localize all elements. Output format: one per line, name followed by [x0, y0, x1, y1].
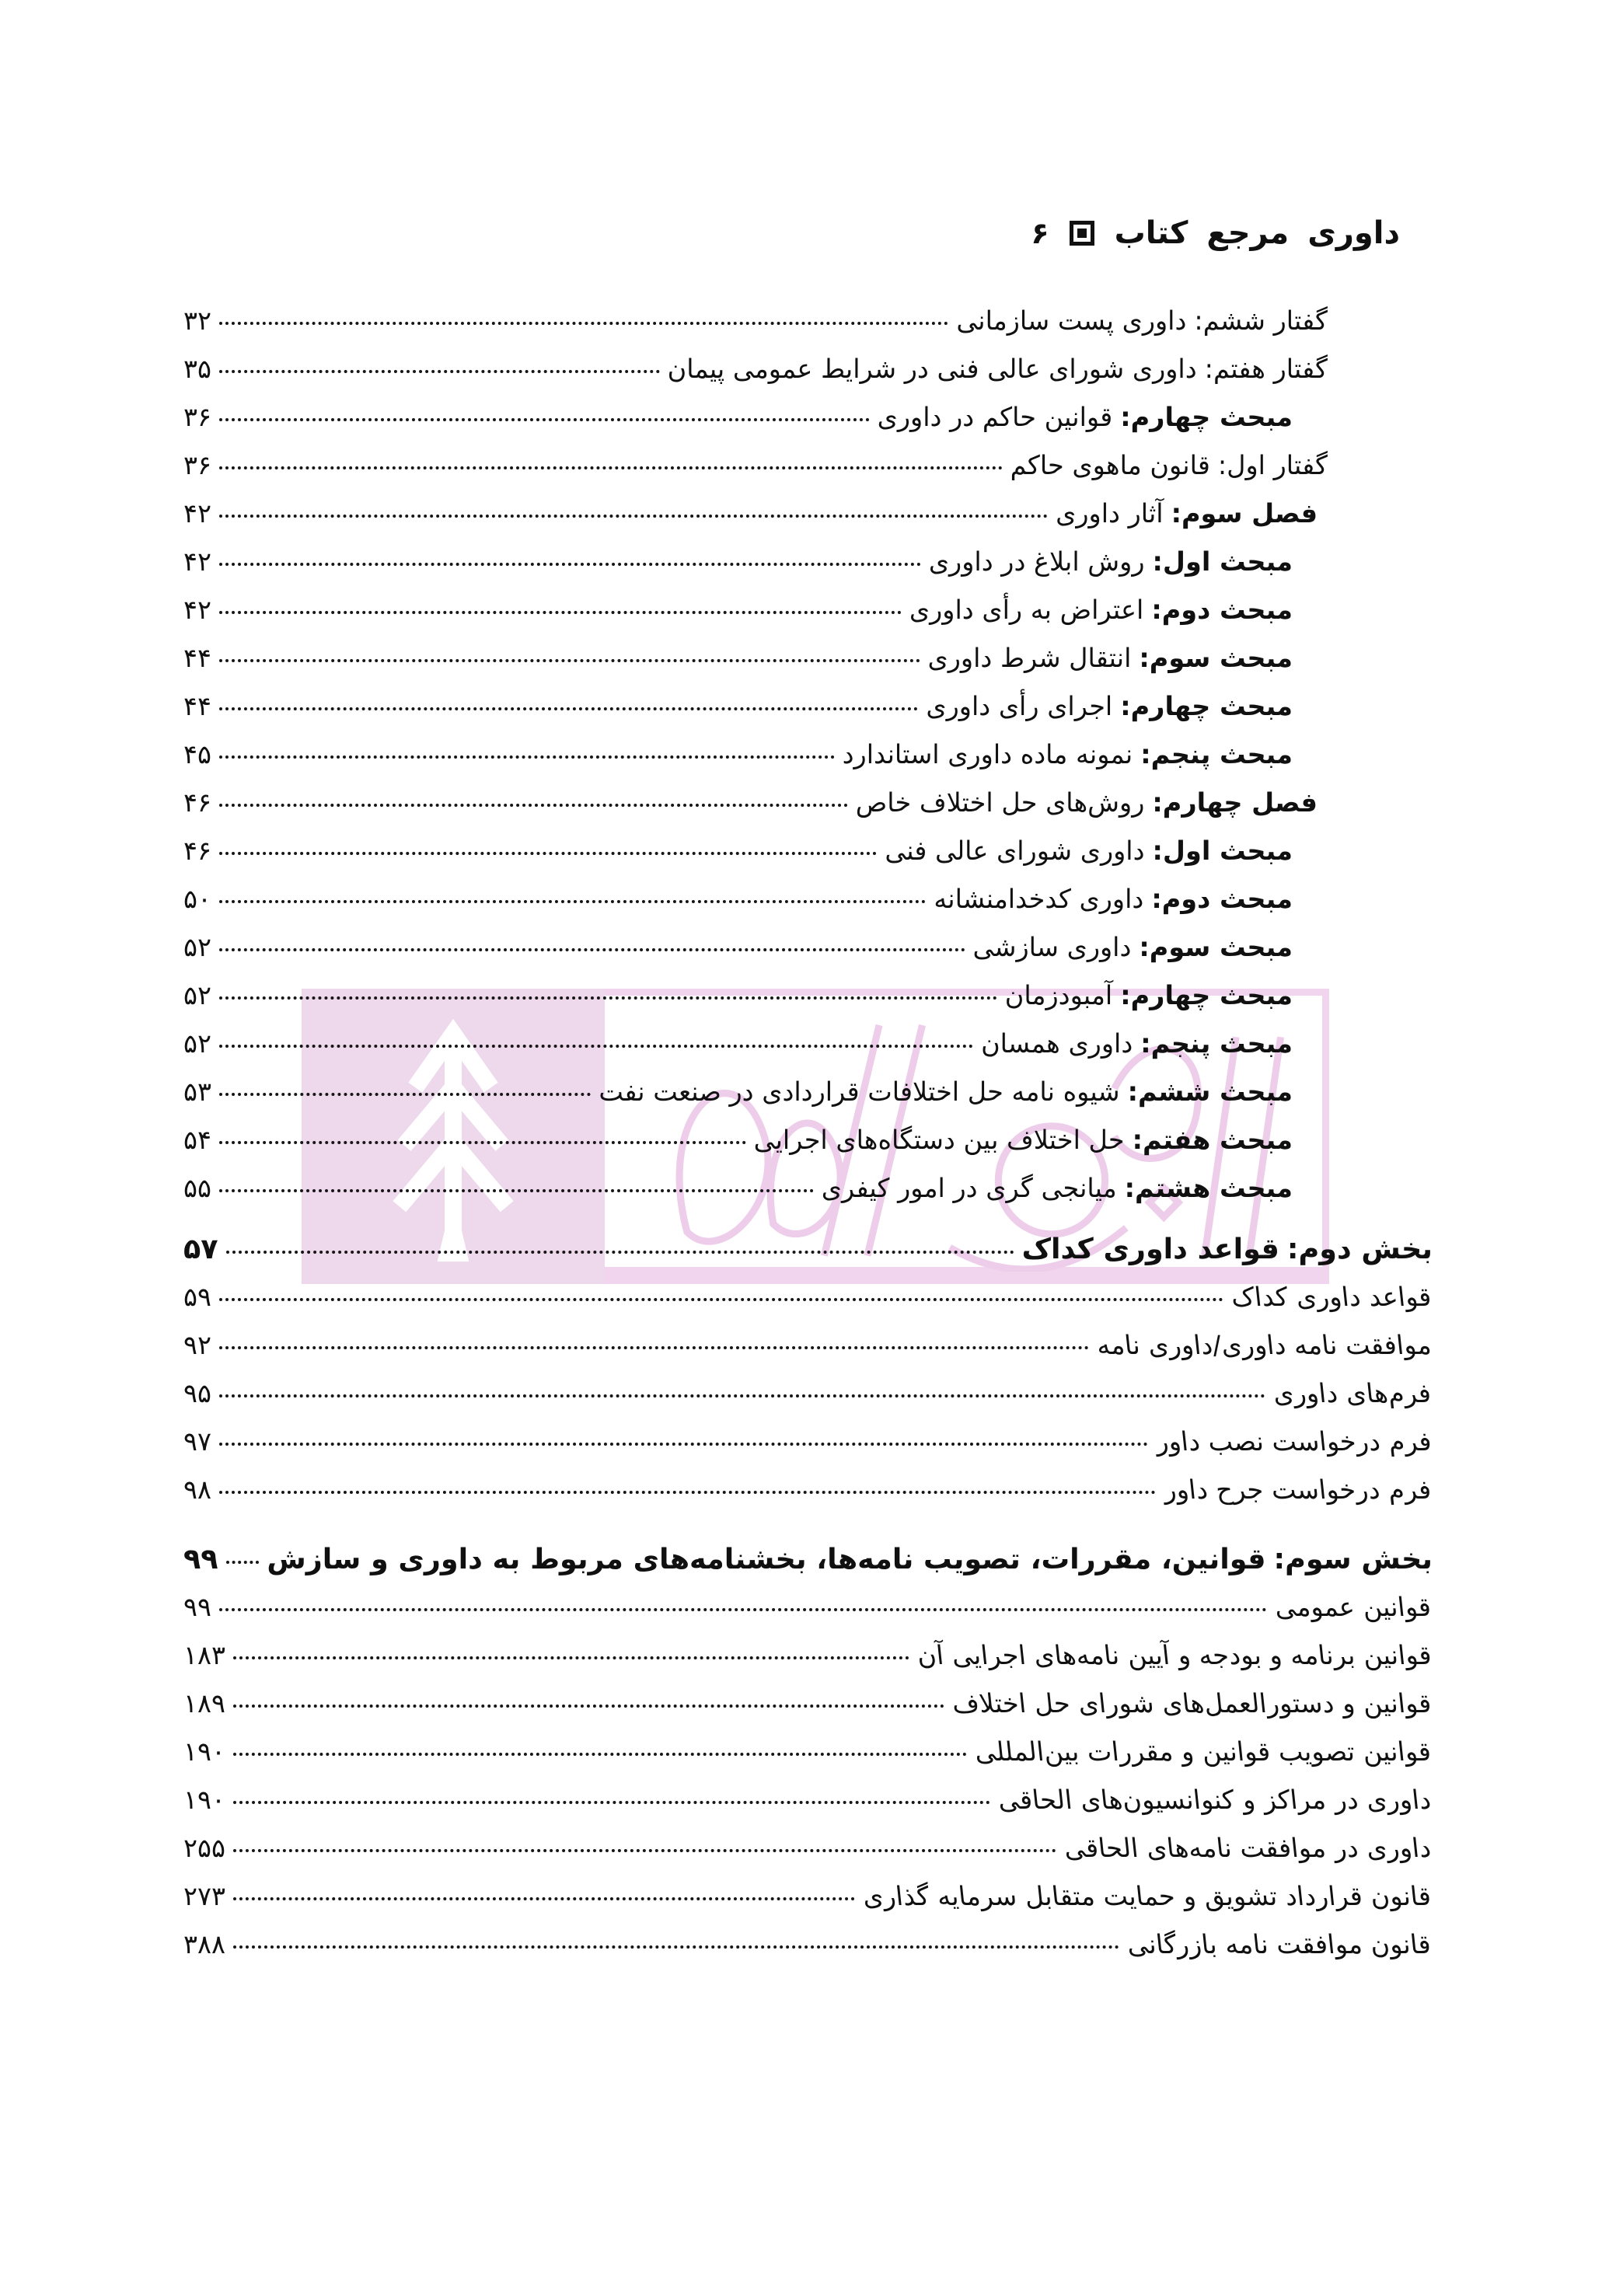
toc-entry-label: گفتار ششم: [1194, 305, 1328, 336]
toc-row [183, 877, 1433, 925]
toc-row [183, 588, 1433, 636]
toc-entry-page-number: ۵۵ [183, 1173, 211, 1203]
page-number: ۶ [1031, 216, 1049, 250]
toc-entry-page-number: ۵۳ [183, 1076, 211, 1107]
toc-entry-page-number: ۴۲ [183, 595, 211, 625]
dotted-leader [219, 1346, 1089, 1349]
dotted-leader [219, 1608, 1267, 1611]
toc-entry-page-number: ۳۵ [183, 354, 211, 384]
dotted-leader [233, 1849, 1056, 1852]
toc-row [183, 1467, 1433, 1516]
toc-entry-page-number: ۹۹ [183, 1542, 218, 1575]
toc-entry-title: داوری شورای عالی فنی [885, 836, 1145, 866]
dotted-leader [219, 996, 997, 1000]
toc-entry-label: مبحث پنجم: [1140, 739, 1293, 769]
toc-entry-page-number: ۳۶ [183, 402, 211, 432]
toc-entry-label: مبحث چهارم: [1120, 980, 1293, 1010]
toc-row [183, 1021, 1433, 1069]
toc-entry-page-number: ۴۵ [183, 739, 211, 769]
toc-row [183, 973, 1433, 1021]
toc-row [183, 1922, 1433, 1970]
toc-entry-title: قواعد داوری کداک [1229, 1282, 1433, 1312]
toc-entry-page-number: ۲۷۳ [183, 1881, 225, 1911]
toc-entry-label: مبحث هشتم: [1124, 1173, 1293, 1203]
toc-entry-label: مبحث ششم: [1127, 1076, 1293, 1107]
toc-row [183, 780, 1433, 829]
dotted-leader [219, 418, 870, 421]
toc-entry-title: داوری کدخدامنشانه [934, 884, 1144, 914]
toc-entry-title: قوانین حاکم در داوری [877, 402, 1113, 432]
toc-entry-page-number: ۱۹۰ [183, 1785, 225, 1815]
dotted-leader [219, 1093, 591, 1096]
dotted-leader [219, 1491, 1156, 1494]
toc-row [183, 1585, 1433, 1633]
toc-entry-title: داوری شورای عالی فنی در شرایط عمومی پیمان [667, 354, 1197, 384]
toc-entry-label: فصل چهارم: [1152, 787, 1318, 818]
toc-entry-label: مبحث اول: [1152, 546, 1293, 577]
toc-entry-label: مبحث هفتم: [1132, 1125, 1293, 1155]
toc-entry-label: بخش دوم: [1286, 1232, 1433, 1265]
dotted-leader [233, 1705, 944, 1708]
toc-entry-page-number: ۹۹ [183, 1592, 211, 1622]
toc-entry-label: مبحث پنجم: [1140, 1028, 1293, 1059]
dotted-leader [219, 322, 948, 325]
toc-row [183, 395, 1433, 443]
dotted-leader [226, 1561, 260, 1564]
toc-entry-page-number: ۵۲ [183, 980, 211, 1010]
book-title-word: مرجع [1206, 215, 1290, 251]
dotted-leader [233, 1801, 990, 1804]
toc-entry-label: گفتار هفتم: [1204, 354, 1328, 384]
toc-entry-title: شیوه نامه حل اختلافات قراردادی در صنعت نفت [599, 1076, 1120, 1107]
toc-entry-title: داوری همسان [981, 1028, 1133, 1059]
toc-entry-page-number: ۳۲ [183, 305, 211, 336]
toc-entry-page-number: ۳۶ [183, 450, 211, 480]
toc-entry-page-number: ۵۲ [183, 932, 211, 962]
toc-entry-title: آثار داوری [1056, 498, 1164, 529]
toc-entry-page-number: ۱۹۰ [183, 1736, 225, 1767]
dotted-leader [219, 659, 920, 662]
toc-entry-title: قانون موافقت نامه بازرگانی [1126, 1929, 1433, 1959]
toc-entry-title: قوانین برنامه و بودجه و آیین نامه‌های اجرایی آن [915, 1640, 1433, 1670]
toc-entry-title: قوانین تصویب قوانین و مقررات بین‌المللی [973, 1736, 1433, 1767]
book-title-word: کتاب [1114, 215, 1188, 251]
toc-entry-title: داوری در موافقت نامه‌های الحاقی [1063, 1833, 1433, 1863]
toc-entry-label: مبحث چهارم: [1120, 402, 1293, 432]
toc-entry-label: بخش سوم: [1273, 1542, 1433, 1575]
dotted-leader [219, 804, 848, 807]
toc-entry-page-number: ۹۷ [183, 1426, 211, 1457]
toc-rows [183, 298, 1433, 1970]
dotted-leader [233, 1656, 909, 1659]
square-bullet-icon [1077, 229, 1087, 238]
toc-entry-page-number: ۹۸ [183, 1474, 211, 1505]
toc-entry-page-number: ۴۴ [183, 691, 211, 721]
toc-row [183, 829, 1433, 877]
toc-entry-title: اعتراض به رأی داوری [909, 595, 1144, 625]
running-head [183, 215, 1433, 252]
dotted-leader [219, 707, 918, 710]
toc-entry-title: قواعد داوری کداک [1021, 1232, 1279, 1265]
toc-entry-label: مبحث سوم: [1139, 932, 1293, 962]
toc-entry-label: مبحث سوم: [1139, 643, 1293, 673]
toc-row [183, 636, 1433, 684]
toc-entry-page-number: ۵۴ [183, 1125, 211, 1155]
toc-entry-label: فصل سوم: [1171, 498, 1318, 529]
toc-entry-label: گفتار اول: [1217, 450, 1328, 480]
toc-entry-title: فرم درخواست نصب داور [1154, 1426, 1433, 1457]
toc-entry-title: روش ابلاغ در داوری [928, 546, 1145, 577]
dotted-leader [219, 900, 926, 903]
toc-entry-label: مبحث اول: [1152, 836, 1293, 866]
toc-entry-title: موافقت نامه داوری/داوری نامه [1094, 1330, 1433, 1360]
toc-entry-page-number: ۴۲ [183, 546, 211, 577]
toc-row [183, 732, 1433, 780]
dotted-leader [219, 1189, 814, 1192]
toc-entry-title: آمبودزمان [1004, 980, 1113, 1010]
toc-row [183, 1118, 1433, 1166]
toc-row [183, 1633, 1433, 1681]
toc-row [183, 1323, 1433, 1371]
toc-entry-page-number: ۹۲ [183, 1330, 211, 1360]
toc-entry-title: فرم‌های داوری [1272, 1378, 1433, 1408]
toc-row [183, 1227, 1433, 1275]
toc-row [183, 925, 1433, 973]
toc-entry-title: نمونه ماده داوری استاندارد [842, 739, 1133, 769]
toc-entry-page-number: ۵۷ [183, 1232, 218, 1265]
dotted-leader [219, 466, 1003, 469]
dotted-leader [219, 948, 965, 951]
toc-row [183, 1166, 1433, 1214]
toc-row [183, 684, 1433, 732]
dotted-leader [226, 1251, 1014, 1254]
toc-entry-title: قانون قرارداد تشویق و حمایت متقابل سرمایه گذاری [861, 1881, 1433, 1911]
dotted-leader [219, 852, 877, 855]
toc-entry-title: فرم درخواست جرح داور [1161, 1474, 1433, 1505]
toc-entry-label: مبحث دوم: [1151, 595, 1293, 625]
toc-entry-page-number: ۹۵ [183, 1378, 211, 1408]
book-title-word: داوری [1307, 215, 1400, 251]
toc-entry-title: داوری در مراکز و کنوانسیون‌های الحاقی [996, 1785, 1433, 1815]
toc-entry-page-number: ۵۰ [183, 884, 211, 914]
toc-row [183, 491, 1433, 539]
toc-row [183, 1874, 1433, 1922]
toc-row [183, 1069, 1433, 1118]
toc-entry-title: اجرای رأی داوری [926, 691, 1113, 721]
dotted-leader [219, 1298, 1223, 1301]
dotted-leader [219, 1394, 1265, 1397]
toc-row [183, 539, 1433, 588]
toc-entry-title: قانون ماهوی حاکم [1010, 450, 1210, 480]
dotted-leader [219, 611, 902, 614]
toc-row [183, 1275, 1433, 1323]
toc-entry-page-number: ۱۸۳ [183, 1640, 225, 1670]
dotted-leader [219, 1443, 1148, 1446]
toc-entry-page-number: ۵۲ [183, 1028, 211, 1059]
toc-entry-title: حل اختلاف بین دستگاه‌های اجرایی [753, 1125, 1125, 1155]
toc-entry-title: داوری پست سازمانی [956, 305, 1187, 336]
toc-entry-title: روش‌های حل اختلاف خاص [855, 787, 1145, 818]
toc-entry-page-number: ۴۶ [183, 787, 211, 818]
toc-entry-page-number: ۳۸۸ [183, 1929, 225, 1959]
toc-entry-page-number: ۴۶ [183, 836, 211, 866]
dotted-leader [219, 515, 1048, 518]
toc-row [183, 1778, 1433, 1826]
toc-row [183, 347, 1433, 395]
toc-row [183, 1537, 1433, 1585]
dotted-leader [219, 755, 835, 759]
toc-entry-title: قوانین عمومی [1273, 1592, 1433, 1622]
toc-entry-label: مبحث چهارم: [1120, 691, 1293, 721]
toc-row [183, 1419, 1433, 1467]
toc-row [183, 1371, 1433, 1419]
dotted-leader [219, 370, 660, 373]
toc-entry-title: انتقال شرط داوری [927, 643, 1132, 673]
toc-entry-title: میانجی گری در امور کیفری [821, 1173, 1117, 1203]
toc-entry-page-number: ۴۴ [183, 643, 211, 673]
toc-row [183, 1681, 1433, 1729]
toc-entry-title: قوانین، مقررات، تصویب نامه‌ها، بخشنامه‌های مربوط به داوری و سازش [267, 1542, 1266, 1575]
toc-row [183, 1826, 1433, 1874]
toc-row [183, 443, 1433, 491]
dotted-leader [219, 1141, 746, 1144]
dotted-leader [219, 1045, 973, 1048]
toc-entry-page-number: ۴۲ [183, 498, 211, 529]
toc-entry-title: قوانین و دستورالعمل‌های شورای حل اختلاف [950, 1688, 1433, 1719]
toc-entry-page-number: ۵۹ [183, 1282, 211, 1312]
dotted-leader [233, 1897, 855, 1900]
dotted-leader [233, 1945, 1119, 1949]
toc-row [183, 298, 1433, 347]
toc-entry-label: مبحث دوم: [1151, 884, 1293, 914]
toc-row [183, 1729, 1433, 1778]
dotted-leader [233, 1753, 967, 1756]
toc-entry-page-number: ۱۸۹ [183, 1688, 225, 1719]
dotted-leader [219, 563, 921, 566]
toc-entry-title: داوری سازشی [972, 932, 1132, 962]
toc-entry-page-number: ۲۵۵ [183, 1833, 225, 1863]
